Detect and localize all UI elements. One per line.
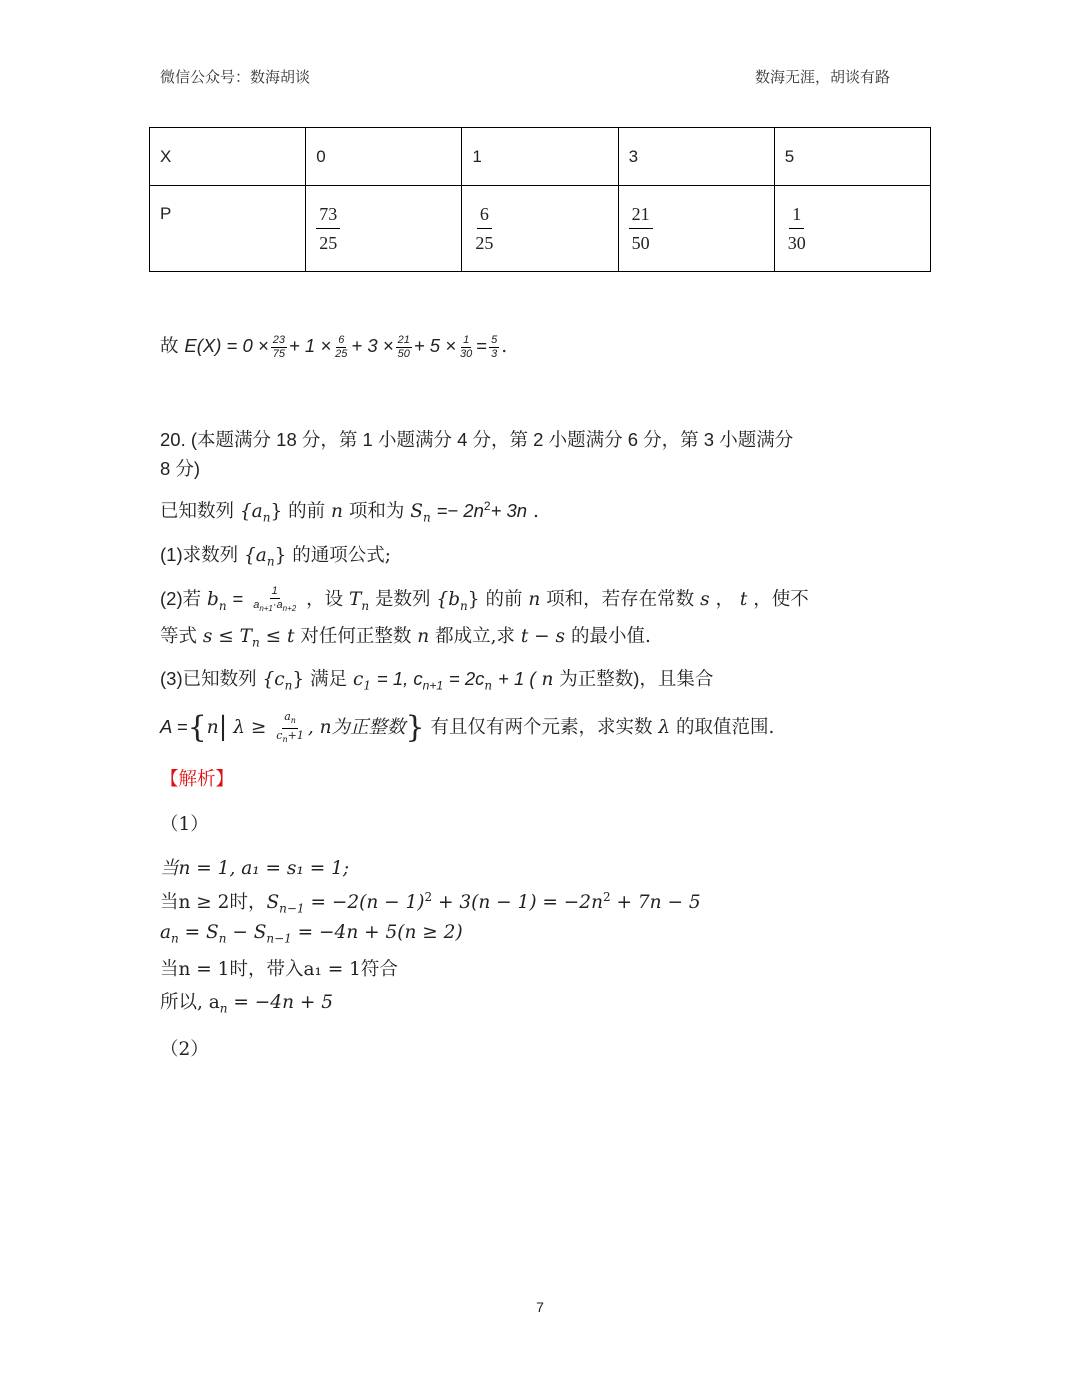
solution-step: 当n = 1, a₁ = s₁ = 1;	[160, 858, 350, 879]
problem-given: 已知数列 $\{a_n\}$ 的前 n 项和为 $S_n =- 2n^2+ 3n$ .	[160, 498, 539, 525]
probability-fraction: $\frac{21}{50}$	[629, 202, 653, 255]
table-cell	[618, 186, 774, 272]
question-3: (3)已知数列 $\{c_n\}$ 满足 $c_1 = 1$, $c_{n+1} = 2c_n + 1$ ( n 为正整数)，且集合	[160, 668, 714, 693]
distribution-table	[149, 127, 931, 272]
probability-fraction: $\frac{1}{30}$	[787, 204, 806, 253]
table-cell: 0	[306, 128, 462, 186]
probability-fraction: $\frac{6}{25}$	[475, 204, 494, 253]
header-left: 微信公众号：数海胡谈	[160, 68, 311, 86]
solution-step: $a_n = S_n - S_{n-1} = -4n + 5(n \ge 2)$	[160, 922, 463, 946]
solution-step: 当n ≥ 2时，$S_{n-1} = -2(n - 1)^2 + 3(n - 1) = -2n^2 + 7n - 5$	[160, 889, 701, 916]
table-cell	[306, 186, 462, 272]
set-definition: A ={n| λ ≥ $\frac{a_n}{c_n+1}$ , n为正整数} 有且仅有两个元素，求实数 λ 的取值范围.	[160, 710, 775, 745]
table-cell: 3	[618, 128, 774, 186]
solution-part-2: （2）	[160, 1039, 209, 1060]
problem-title-line1: 20. (本题满分 18 分，第 1 小题满分 4 分，第 2 小题满分 6 分，第 3 小题满分	[160, 429, 794, 450]
question-2-cont: 等式 $s \le T_n \le t$ 对任何正整数 n 都成立,求 t − s 的最小值.	[160, 626, 651, 650]
problem-title-line2: 8 分)	[160, 458, 201, 479]
table-cell	[774, 186, 930, 272]
solution-heading: 【解析】	[160, 769, 235, 790]
table-cell: P	[150, 186, 306, 272]
table-cell: X	[150, 128, 306, 186]
question-1: (1)求数列 $\{a_n\}$ 的通项公式;	[160, 544, 391, 569]
table-row	[150, 186, 931, 272]
solution-part-1: （1）	[160, 814, 209, 835]
question-2: (2)若 $b_n$ = $\frac{1}{a_{n+1}\cdot a_{n+2}}$ ，设 $T_n$ 是数列 $\{b_n\}$ 的前 n 项和，若存在常数 s ， t ，使不	[160, 585, 809, 614]
solution-step: 所以, $a_n = -4n + 5$	[160, 992, 334, 1016]
probability-fraction: $\frac{73}{25}$	[316, 202, 340, 255]
expectation-line: 故 E(X) = 0 × $\frac{23}{75}$ + 1 × $\frac{6}{25}$ + 3 × $\frac{21}{50}$ + 5 × $\frac{1}{30}$ = $\frac{5}{3}$ .	[160, 333, 508, 360]
table-row	[150, 128, 931, 186]
table-cell	[462, 186, 618, 272]
table-cell: 5	[774, 128, 930, 186]
table-cell: 1	[462, 128, 618, 186]
header-right: 数海无涯，胡谈有路	[754, 68, 890, 86]
solution-step: 当n = 1时，带入a₁ = 1符合	[160, 959, 398, 980]
page-number: 7	[536, 1299, 544, 1315]
